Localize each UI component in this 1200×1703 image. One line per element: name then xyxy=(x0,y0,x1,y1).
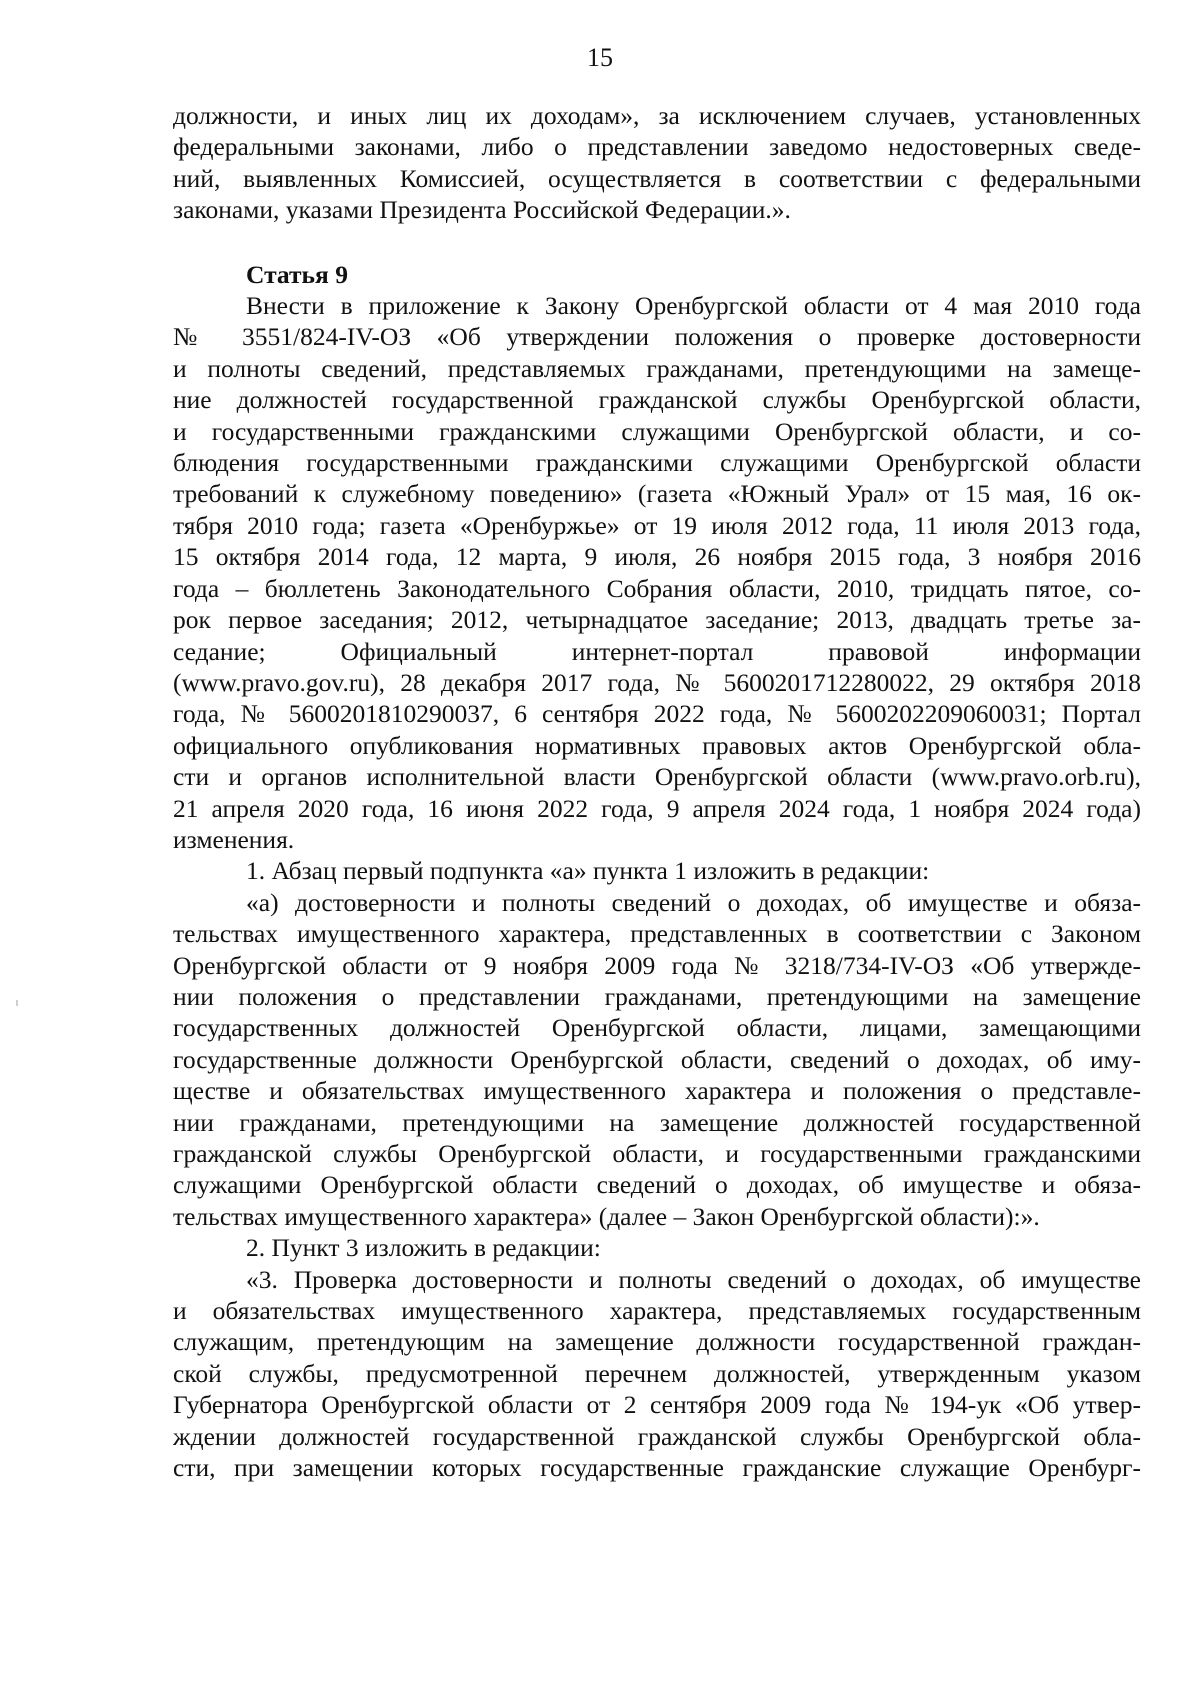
item-1-heading: 1. Абзац первый подпункта «а» пункта 1 изложить в редакции: xyxy=(246,856,930,886)
text-line: ний, выявленных Комиссией, осуществляется в соответствии с федеральными xyxy=(173,163,1141,193)
text-line: должности, и иных лиц их доходам», за исключением случаев, установленных xyxy=(173,101,1141,130)
text-line: Губернатора Оренбургской области от 2 сентября 2009 года № 194-ук «Об утвер- xyxy=(173,1390,1141,1420)
text-line: рок первое заседания; 2012, четырнадцатое заседание; 2013, двадцать третье за- xyxy=(173,605,1141,635)
text-line: официального опубликования нормативных правовых актов Оренбургской обла- xyxy=(173,730,1141,760)
text-line: изменения. xyxy=(173,824,295,854)
text-line: года – бюллетень Законодательного Собрания области, 2010, тридцать пятое, со- xyxy=(173,573,1141,603)
text-line: законами, указами Президента Российской Федерации.». xyxy=(173,195,791,225)
article-heading: Статья 9 xyxy=(246,259,348,289)
article-intro-paragraph xyxy=(173,290,1141,855)
text-line: ждении должностей государственной гражданской службы Оренбургской обла- xyxy=(173,1421,1141,1451)
text-line: ние должностей государственной гражданской службы Оренбургской области, xyxy=(173,385,1141,415)
text-line: служащими Оренбургской области сведений о доходах, об имуществе и обяза- xyxy=(173,1170,1141,1200)
text-line: требований к служебному поведению» (газета «Южный Урал» от 15 мая, 16 ок- xyxy=(173,479,1141,509)
text-line: нии гражданами, претендующими на замещение должностей государственной xyxy=(173,1107,1141,1137)
item-1-quoted-text xyxy=(173,887,1141,1232)
text-line: «а) достоверности и полноты сведений о доходах, об имуществе и обяза- xyxy=(246,887,1141,917)
text-line: государственных должностей Оренбургской области, лицами, замещающими xyxy=(173,1013,1141,1043)
text-line: ществе и обязательствах имущественного характера и положения о представле- xyxy=(173,1076,1141,1106)
text-line: 15 октября 2014 года, 12 марта, 9 июля, 26 ноября 2015 года, 3 ноября 2016 xyxy=(173,542,1141,572)
text-line: и государственными гражданскими служащими Оренбургской области, и со- xyxy=(173,416,1141,446)
text-line: седание; Официальный интернет-портал правовой информации xyxy=(173,636,1141,666)
text-line: тельствах имущественного характера» (далее – Закон Оренбургской области):». xyxy=(173,1201,1040,1231)
text-line: и обязательствах имущественного характера, представляемых государственным xyxy=(173,1296,1141,1326)
text-line: № 3551/824-IV-ОЗ «Об утверждении положения о проверке достоверности xyxy=(173,322,1141,352)
text-line: года, № 5600201810290037, 6 сентября 2022 года, № 5600202209060031; Портал xyxy=(173,699,1141,729)
text-line: Внести в приложение к Закону Оренбургской области от 4 мая 2010 года xyxy=(246,291,1141,321)
text-line: Оренбургской области от 9 ноября 2009 года № 3218/734-IV-ОЗ «Об утвержде- xyxy=(173,950,1141,980)
text-line: тября 2010 года; газета «Оренбуржье» от 19 июля 2012 года, 11 июля 2013 года, xyxy=(173,510,1141,540)
text-line: блюдения государственными гражданскими служащими Оренбургской области xyxy=(173,448,1141,478)
text-line: «3. Проверка достоверности и полноты сведений о доходах, об имуществе xyxy=(246,1264,1141,1294)
item-2-quoted-text xyxy=(173,1264,1141,1484)
page-number: 15 xyxy=(587,43,613,72)
text-line: государственные должности Оренбургской области, сведений о доходах, об иму- xyxy=(173,1044,1141,1074)
text-line: гражданской службы Оренбургской области, и государственными гражданскими xyxy=(173,1139,1141,1168)
text-line: федеральными законами, либо о представлении заведомо недостоверных сведе- xyxy=(173,132,1141,162)
text-line: сти и органов исполнительной власти Оренбургской области (www.pravo.orb.ru), xyxy=(173,762,1141,792)
scan-artifact xyxy=(16,1000,18,1006)
text-line: нии положения о представлении гражданами, претендующими на замещение xyxy=(173,981,1141,1011)
text-line: (www.pravo.gov.ru), 28 декабря 2017 года, № 5600201712280022, 29 октября 2018 xyxy=(173,667,1141,697)
text-line: и полноты сведений, представляемых гражданами, претендующими на замеще- xyxy=(173,353,1141,383)
text-line: сти, при замещении которых государственные гражданские служащие Оренбург- xyxy=(173,1453,1141,1483)
text-line: служащим, претендующим на замещение должности государственной граждан- xyxy=(173,1327,1141,1357)
text-line: 21 апреля 2020 года, 16 июня 2022 года, 9 апреля 2024 года, 1 ноября 2024 года) xyxy=(173,793,1141,823)
continuation-paragraph xyxy=(173,100,1141,226)
text-line: ской службы, предусмотренной перечнем должностей, утвержденным указом xyxy=(173,1358,1141,1388)
text-line: тельствах имущественного характера, представленных в соответствии с Законом xyxy=(173,919,1141,949)
item-2-heading: 2. Пункт 3 изложить в редакции: xyxy=(246,1233,601,1263)
document-body xyxy=(173,100,1141,1483)
